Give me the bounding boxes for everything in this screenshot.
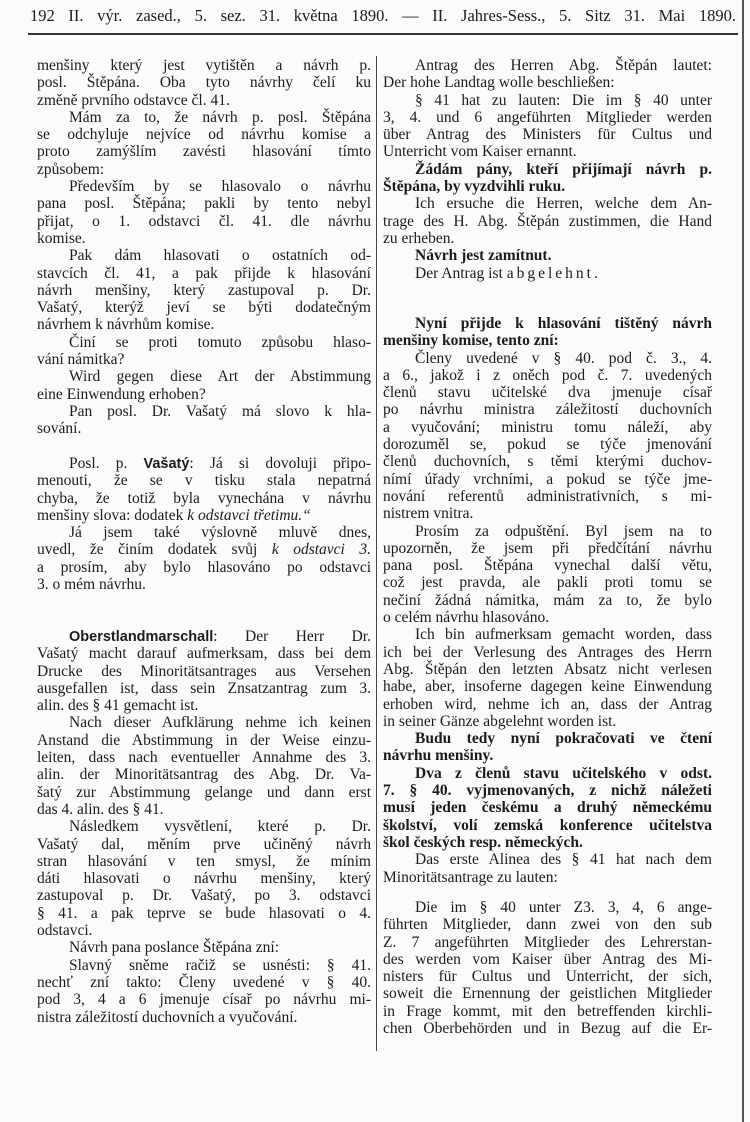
text-line: dáti hlasovati o návrhu menšiny, který (37, 870, 371, 888)
text-line: Dva z členů stavu učitelského v odst. (415, 764, 712, 782)
text-line: nisters für Cultus und Unterricht, der sich, (383, 968, 712, 986)
text-line: Drucke des Minoritätsantrages aus Versehen (37, 662, 371, 680)
text-line: zu erheben. (383, 229, 455, 247)
text-line: in seiner Gänze abgelehnt worden ist. (383, 712, 617, 730)
text-line: leiten, dass nach eventueller Annahme des 3. (37, 749, 371, 767)
paragraph (383, 57, 712, 92)
paragraph (383, 851, 712, 886)
text-line: 7. § 40. vyjmenovaných, z nichž náležeti (383, 782, 712, 800)
text-line: eine Einwendung erhoben? (37, 385, 206, 403)
text-line: § 41. a pak teprve se bude hlasovati o 4. (37, 904, 371, 922)
paragraph (383, 899, 712, 1037)
text-line: a vyučování; ministru tomu náleží, aby (383, 418, 712, 436)
text-line: nistra záležitostí duchovních a vyučování. (37, 1008, 298, 1026)
paragraph (37, 628, 371, 714)
text-line: členů stavu učitelské dva jmenuje císař (383, 384, 712, 402)
text-line: pana posl. Štěpána vynechal další větu, (383, 557, 712, 575)
paragraph (37, 939, 371, 956)
text-line: nechť zní takto: Členy uvedené v § 40. (37, 973, 371, 991)
text-line: 3. o mém návrhu. (37, 576, 146, 594)
text-segment: : Já si dovoluji připo- (189, 455, 371, 472)
text-line: pod 3, 4 a 6 jmenuje císař po návrhu mi- (37, 991, 371, 1009)
paragraph (383, 161, 712, 196)
text-line: nování referentů administrativních, s mi- (383, 487, 712, 505)
text-line: erhoben wird, nehme ich an, dass der Antrag (383, 695, 712, 713)
paragraph (383, 350, 712, 523)
text-line: Já jsem také výslovně mluvě dnes, (69, 524, 371, 542)
text-line: Následkem vysvětlení, které p. Dr. (69, 818, 371, 836)
text-line: návrhu menšiny. (383, 747, 494, 765)
scan-edge (742, 0, 744, 1122)
text-line: Unterricht vom Kaiser ernannt. (383, 143, 577, 161)
text-line: Z. 7 angeführten Mitglieder des Lehrerstan- (383, 933, 712, 951)
text-line: Der hohe Landtag wolle beschließen: (383, 74, 615, 92)
text-line: zastupoval p. Dr. Vašatý, po 3. odstavci (37, 887, 371, 905)
text-line: Ich bin aufmerksam gemacht worden, dass (415, 626, 712, 644)
text-line: Žádám pány, kteří přijímají návrh p. (415, 160, 712, 178)
text-line: změně prvního odstavce čl. 41. (37, 91, 230, 109)
text-segment: Der Antrag ist (415, 264, 507, 282)
text-line: des werden vom Kaiser über Antrag des Mi- (383, 950, 712, 968)
text-block (383, 315, 712, 886)
text-line: Především by se hlasovalo o návrhu (69, 178, 371, 196)
text-line: se odchyluje nejvíce od návrhu komise a (37, 126, 371, 144)
paragraph (37, 957, 371, 1026)
text-line: Vašatý, kterýž jeví se býti dodatečným (37, 299, 371, 317)
paragraph (383, 92, 712, 161)
text-line: Štěpána, by vyzdvihli ruku. (383, 178, 566, 196)
text-line: habe, aber, insoferne dagegen keine Einwendung (383, 678, 712, 696)
text-line: pana posl. Štěpána; pakli by tento nebyl (37, 195, 371, 213)
text-line: škol českých resp. německých. (383, 833, 583, 851)
paragraph (383, 523, 712, 627)
text-line: odstavci. (37, 922, 93, 940)
text-line: Vašatý macht darauf aufmerksam, dass bei dem (37, 645, 371, 663)
text-line: menouti, že se v tisku stala nepatrná (37, 472, 371, 490)
text-line: o celém návrhu hlasováno. (383, 609, 550, 627)
text-line: Abg. Štěpán den letzten Absatz nicht verlesen (383, 660, 712, 678)
text-line: Vašatý dal, měním prve učiněný návrh (37, 835, 371, 853)
text-line: Das erste Alinea des § 41 hat nach dem (415, 851, 712, 869)
text-line: sování. (37, 420, 82, 438)
text-line: Prosím za odpuštění. Byl jsem na to (415, 522, 712, 540)
text-line: § 41 hat zu lauten: Die im § 40 unter (415, 91, 712, 109)
text-line: soweit die Ernennung der geistlichen Mitglieder (383, 985, 712, 1003)
page-header: 192 II. výr. zased., 5. sez. 31. května 1890. — II. Jahres-Sess., 5. Sitz 31. Mai 1890. (30, 6, 736, 25)
text-line: Členy uvedené v § 40. pod č. 3., 4. (415, 349, 712, 367)
text-line: komise. (37, 229, 86, 247)
text-line: Die im § 40 unter Z3. 3, 4, 6 ange- (415, 899, 712, 916)
text-line: nistrem vnitra. (383, 505, 474, 523)
text-line: das 4. alin. des § 41. (37, 800, 164, 818)
text-line (37, 455, 371, 472)
text-segment: : Der Herr Dr. (213, 628, 371, 645)
paragraph (37, 524, 371, 593)
text-line: Návrh pana poslance Štěpána zní: (69, 939, 280, 957)
text-block (37, 57, 371, 438)
text-line: Nach dieser Aufklärung nehme ich keinen (69, 714, 371, 732)
text-line: stran hlasování v ten smysl, že mínim (37, 852, 371, 870)
text-line: po návrhu ministra záležitostí duchovních (383, 401, 712, 419)
text-line: členů duchovních, s těmi kterými duchov- (383, 453, 712, 471)
text-line: Mám za to, že návrh p. posl. Štěpána (69, 108, 371, 126)
text-line: nečiní žádná námitka, mám za to, že bylo (383, 591, 712, 609)
text-line: chen Oberbehörden und in Bezug auf die Er- (383, 1020, 712, 1038)
text-line: vání námitka? (37, 351, 125, 369)
text-line: Činí se proti tomuto způsobu hlaso- (69, 333, 371, 351)
text-line: přijat, o 1. odstavci čl. 41. dle návrhu (37, 212, 371, 230)
text-line: stavcích čl. 41, a pak přijde k hlasování (37, 264, 371, 282)
paragraph (37, 109, 371, 178)
text-segment: . (593, 264, 598, 282)
paragraph (37, 178, 371, 247)
text-segment: k odstavci třetimu.“ (187, 506, 311, 524)
text-line (37, 628, 371, 645)
text-line: způsobem: (37, 160, 105, 178)
text-line: šatý zur Abstimmung gelange und dann erst (37, 783, 371, 801)
text-line: Minoritätsantrage zu lauten: (383, 868, 558, 886)
paragraph (37, 368, 371, 403)
text-line: proto zamýšlím zavésti hlasování tímto (37, 143, 371, 161)
text-block (383, 57, 712, 282)
text-line: školství, volí zemská konference učitelstva (383, 816, 712, 834)
text-line (383, 265, 712, 282)
paragraph (383, 730, 712, 765)
column-divider (376, 56, 377, 1051)
text-line: Pak dám hlasovati o ostatních od- (69, 247, 371, 265)
text-line: chyba, že totiž byla vynechána v návrhu (37, 489, 371, 507)
text-line: in Frage kommt, mit den betreffenden kirchli- (383, 1002, 712, 1020)
paragraph (37, 247, 371, 333)
text-line (37, 541, 371, 558)
text-line: Antrag des Herren Abg. Štěpán lautet: (415, 57, 712, 74)
text-line: trage des H. Abg. Štěpán zustimmen, die Hand (383, 212, 712, 230)
text-line: alin. des § 41 gemacht ist. (37, 697, 199, 715)
text-line: upozorněn, že jsem při předčítání návrhu (383, 539, 712, 557)
text-line: alin. der Minoritätsantrag des Abg. Dr. Va- (37, 766, 371, 784)
paragraph (383, 247, 712, 264)
text-line: nímí úřady vrchními, a pokud se týče jme- (383, 470, 712, 488)
text-line: 3, 4. und 6 angeführten Mitglieder werden (383, 108, 712, 126)
text-segment: abgelehnt (506, 264, 594, 282)
text-line: über Antrag des Ministers für Cultus und (383, 126, 712, 144)
text-line: ausgefallen ist, dass sein Znsatzantrag zum 3. (37, 679, 371, 697)
text-line: Anstand die Abstimmung in der Weise einzu- (37, 731, 371, 749)
paragraph (383, 195, 712, 247)
text-line: Nyní přijde k hlasování tištěný návrh (415, 315, 712, 332)
text-line: návrhem k návrhům komise. (37, 316, 215, 334)
text-line: menšiny komise, tento zní: (383, 332, 559, 350)
text-block (37, 455, 371, 593)
text-line: menšiny který jest vytištěn a návrh p. (37, 57, 371, 74)
text-segment: k odstavci 3. (271, 541, 371, 559)
paragraph (37, 818, 371, 939)
text-line: Wird gegen diese Art der Abstimmung (69, 368, 371, 386)
text-line: Slavný sněme račiž se usnésti: § 41. (69, 956, 371, 974)
text-line (37, 507, 371, 524)
text-line: návrh menšiny, který zastupoval p. Dr. (37, 281, 371, 299)
paragraph (383, 626, 712, 730)
text-line: a 6., jakož i z oněch pod č. 7. uvedených (383, 366, 712, 384)
text-line: Pan posl. Dr. Vašatý má slovo k hla- (69, 402, 371, 420)
text-line: dorozuměl se, pokud se týče jmenování (383, 436, 712, 454)
text-segment: Posl. p. (69, 455, 144, 472)
speaker-name: Oberstlandmarschall (69, 629, 214, 645)
paragraph (383, 765, 712, 851)
text-line: musí jeden českému a druhý německému (383, 799, 712, 817)
header-rule (28, 33, 738, 35)
text-line: Ich ersuche die Herren, welche dem An- (415, 195, 712, 213)
text-line: posl. Štěpána. Oba tyto návrhy čelí ku (37, 74, 371, 92)
paragraph (37, 403, 371, 438)
paragraph (37, 57, 371, 109)
text-segment: menšiny slova: dodatek (37, 506, 188, 524)
text-line: ich bei der Verlesung des Antrages des Herrn (383, 643, 712, 661)
speaker-name: Vašatý (143, 456, 190, 472)
paragraph (37, 334, 371, 369)
text-line: Budu tedy nyní pokračovati ve čtení (415, 730, 712, 748)
text-line: a prosím, aby bylo hlasováno po odstavci (37, 558, 371, 576)
text-segment: uvedl, že činím dodatek svůj (37, 541, 272, 559)
text-line: führten Mitglieder, dann zwei von den sub (383, 916, 712, 934)
paragraph (37, 455, 371, 524)
text-block (37, 628, 371, 1026)
text-line: což jest pravda, ale pakli proti tomu se (383, 574, 712, 592)
paragraph (383, 265, 712, 282)
text-block (383, 899, 712, 1037)
text-line: Návrh jest zamítnut. (415, 247, 552, 265)
paragraph (383, 315, 712, 350)
paragraph (37, 714, 371, 818)
